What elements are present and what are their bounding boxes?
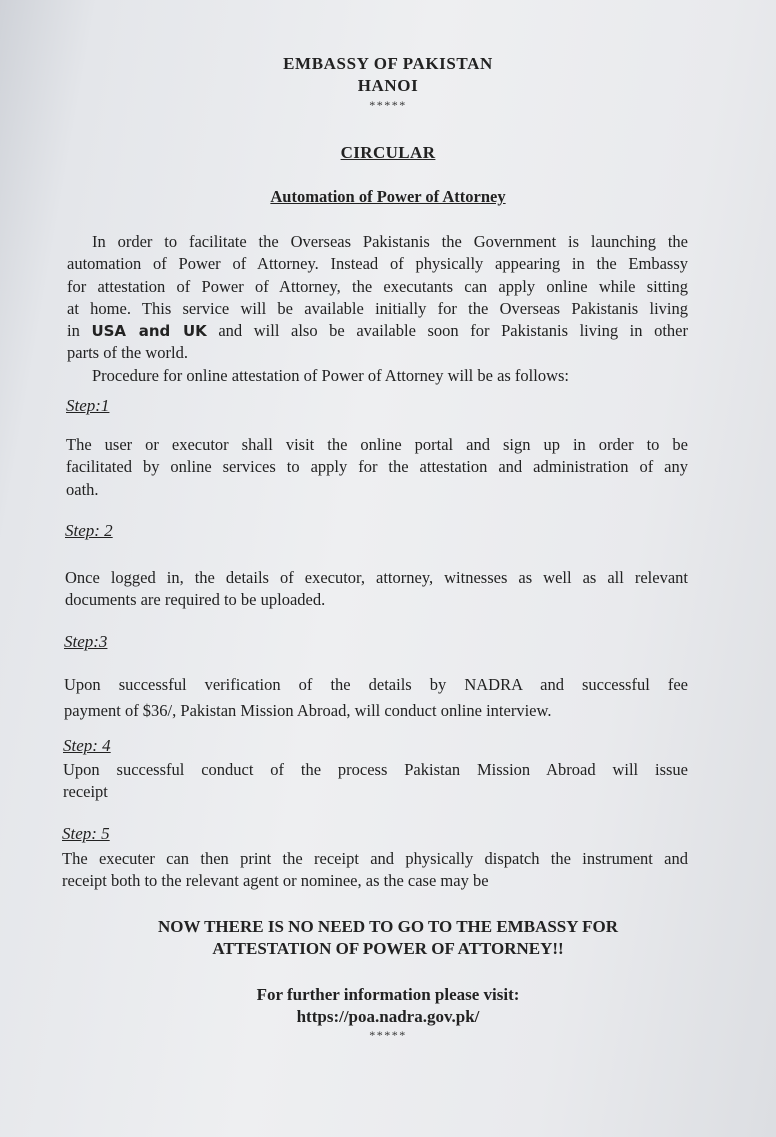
subject-heading [0,187,776,207]
embassy-name: EMBASSY OF PAKISTAN [283,54,493,73]
intro-paragraph [67,231,688,387]
step-line: documents are required to be uploaded. [65,590,326,610]
step-line: Upon successful verification of the details by NADRA and successful fee [64,675,688,694]
step-3-label: Step:3 [64,632,108,651]
circular-heading [0,143,776,163]
circular-title: CIRCULAR [340,143,436,162]
notice-line-1: NOW THERE IS NO NEED TO GO TO THE EMBASSY FOR [157,917,619,936]
step-line: facilitated by online services to apply for the attestation and administration of any [66,457,688,477]
subject-title: Automation of Power of Attorney [270,187,506,206]
embassy-city: HANOI [357,76,419,95]
intro-line: at home. This service will be available initially for the Overseas Pakistanis living [67,298,688,318]
further-info-text: For further information please visit: [256,985,520,1004]
step-line: receipt [63,782,108,802]
intro-line: In order to facilitate the Overseas Pakistanis the Government is launching the [92,232,688,251]
step-1-label: Step:1 [66,396,110,415]
step-2-text [65,567,688,612]
intro-line: parts of the world. [67,343,188,363]
step-4-text [63,759,688,804]
step-5-label: Step: 5 [62,824,110,843]
countries-highlight: USA and UK [91,322,207,341]
step-line: The executer can then print the receipt and physically dispatch the instrument and [62,849,688,868]
intro-line-countries [67,320,688,342]
step-line: Upon successful conduct of the process Pakistan Mission Abroad will issue [63,760,688,779]
intro-line-pre: in [67,321,80,341]
header-stars: ***** [369,98,407,112]
step-line: payment of $36/, Pakistan Mission Abroad, will conduct online interview. [64,701,552,720]
step-3-text [64,672,688,724]
intro-line: automation of Power of Attorney. Instead of physically appearing in the Embassy [67,254,688,274]
intro-line-post: and will also be available soon for Pakistanis living in other [218,321,688,341]
procedure-line: Procedure for online attestation of Power of Attorney will be as follows: [92,365,570,385]
step-line: oath. [66,479,99,499]
step-4-label: Step: 4 [63,736,111,755]
step-1-text [66,434,688,501]
intro-line: for attestation of Power of Attorney, the executants can apply online while sitting [67,276,688,296]
notice-line-2: ATTESTATION OF POWER OF ATTORNEY!! [212,939,564,958]
portal-url: https://poa.nadra.gov.pk/ [296,1007,480,1026]
step-5-text [62,848,688,893]
step-line: receipt both to the relevant agent or nominee, as the case may be [62,871,489,891]
step-2-label: Step: 2 [65,521,113,540]
step-line: Once logged in, the details of executor, attorney, witnesses as well as all relevant [65,568,688,587]
footer-stars: ***** [369,1028,407,1042]
step-line: The user or executor shall visit the online portal and sign up in order to be [66,435,688,454]
